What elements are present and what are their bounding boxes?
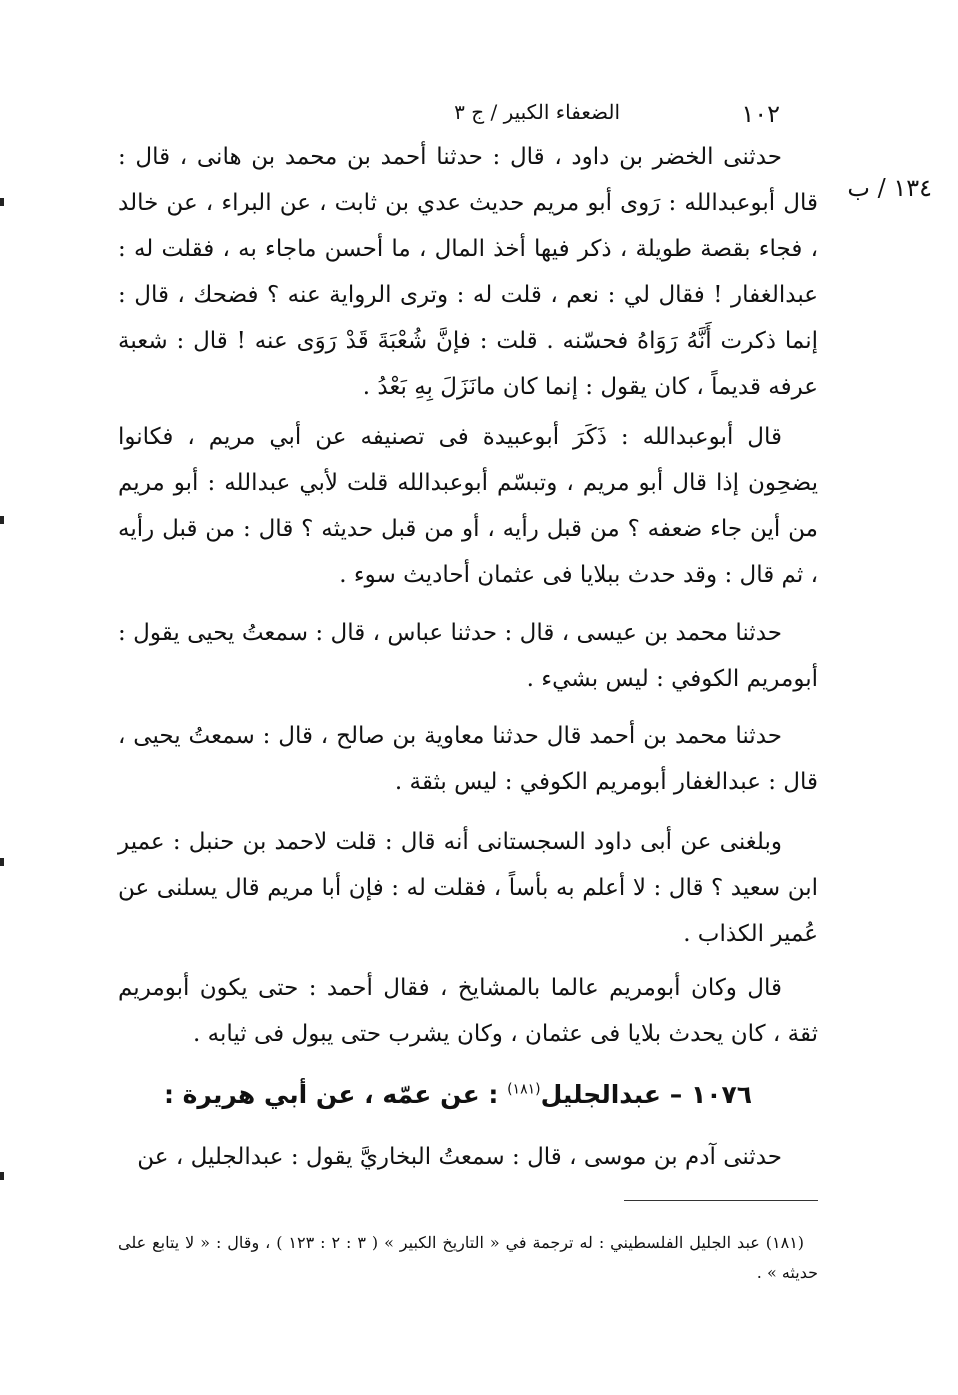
paragraph	[118, 965, 818, 1057]
edge-mark	[0, 516, 4, 524]
margin-folio-note: ١٣٤ / ب	[847, 174, 932, 202]
edge-mark	[0, 198, 4, 206]
footnote-reference: (١٨١)	[507, 1081, 541, 1098]
paragraph-text: حدثنا محمد بن أحمد قال حدثنا معاوية بن صالح ، قال : سمعتُ يحيى ، قال : عبدالغفار أبومريم الكوفي : ليس بثقة .	[118, 723, 818, 795]
paragraph-text: حدثنا محمد بن عيسى ، قال : حدثنا عباس ، قال : سمعتُ يحيى يقول : أبومريم الكوفي : ليس بشيء .	[118, 620, 818, 692]
footnote	[118, 1228, 818, 1288]
paragraph-text: قال أبوعبدالله : ذَكَرَ أبوعبيدة فى تصنيفه عن أبي مريم ، فكانوا يضحِون إذا قال أبو مريم ، وتبسّم أبوعبدالله قلت لأبي عبدالله : أبو مريم من أين جاء ضعفه ؟ من قبل رأيه ، أو من قبل حديثه ؟ قال : من قبل رأيه ، ثم قال : وقد حدث ببلايا فى عثمان أحاديث سوء .	[118, 424, 818, 588]
paragraph	[118, 819, 818, 957]
edge-mark	[0, 858, 4, 866]
entry-heading-rest: : عن عمّه ، عن أبي هريرة :	[163, 1080, 499, 1109]
footnote-text: (١٨١) عبد الجليل الفلسطيني : له ترجمة في « التاريخ الكبير » ( ٣ : ٢ : ١٢٣ ) ، وقال : « لا يتابع على حديثه » .	[118, 1233, 818, 1282]
paragraph	[118, 610, 818, 702]
paragraph-text: حدثنى الخضر بن داود ، قال : حدثنا أحمد بن محمد بن هانى ، قال : قال أبوعبدالله : رَوى أبو مريم حديث عدي بن ثابت ، عن البراء ، عن خالد ، فجاء بقصة طويلة ، ذكر فيها أخذ المال ، ما أحسن ماجاء به ، فقلت له : عبدالغفار ! فقال لي : نعم ، قلت له : وترى الرواية عنه ؟ فضحك ، قال : إنما ذكرت أَنَّهُ رَوَاهُ فحسّنه . قلت : فإنَّ شُعْبَةَ قَدْ رَوَى عنه ! قال : شعبة عرفه قديماً ، كان يقول : إنما كان مانَزَلَ بِهِ بَعْدُ .	[118, 144, 818, 400]
page-number: ١٠٢	[741, 100, 780, 128]
entry-heading	[163, 1080, 752, 1109]
entry-number: ١٠٧٦	[690, 1080, 752, 1109]
paragraph	[118, 414, 818, 598]
edge-mark	[0, 1172, 4, 1180]
footnote-rule	[624, 1200, 818, 1201]
paragraph	[118, 134, 818, 410]
paragraph	[118, 1134, 818, 1180]
paragraph	[118, 713, 818, 805]
paragraph-text: وبلغنى عن أبى داود السجستانى أنه قال : قلت لاحمد بن حنبل : عمير ابن سعيد ؟ قال : لا أعلم به بأساً ، فقلت له : فإن أبا مريم قال يسلنى عن عُمير الكذاب .	[118, 829, 818, 947]
entry-name: عبدالجليل	[540, 1080, 662, 1109]
paragraph-text: حدثنى آدم بن موسى ، قال : سمعتُ البخاريَّ يقول : عبدالجليل ، عن	[137, 1144, 782, 1170]
entry-dash: –	[669, 1080, 683, 1109]
running-title: الضعفاء الكبير / ج ٣	[454, 100, 620, 124]
paragraph-text: قال وكان أبومريم عالما بالمشايخ ، فقال أحمد : حتى يكون أبومريم ثقة ، كان يحدث بلايا فى عثمان ، وكان يشرب حتى يبول فى ثيابه .	[118, 975, 818, 1047]
